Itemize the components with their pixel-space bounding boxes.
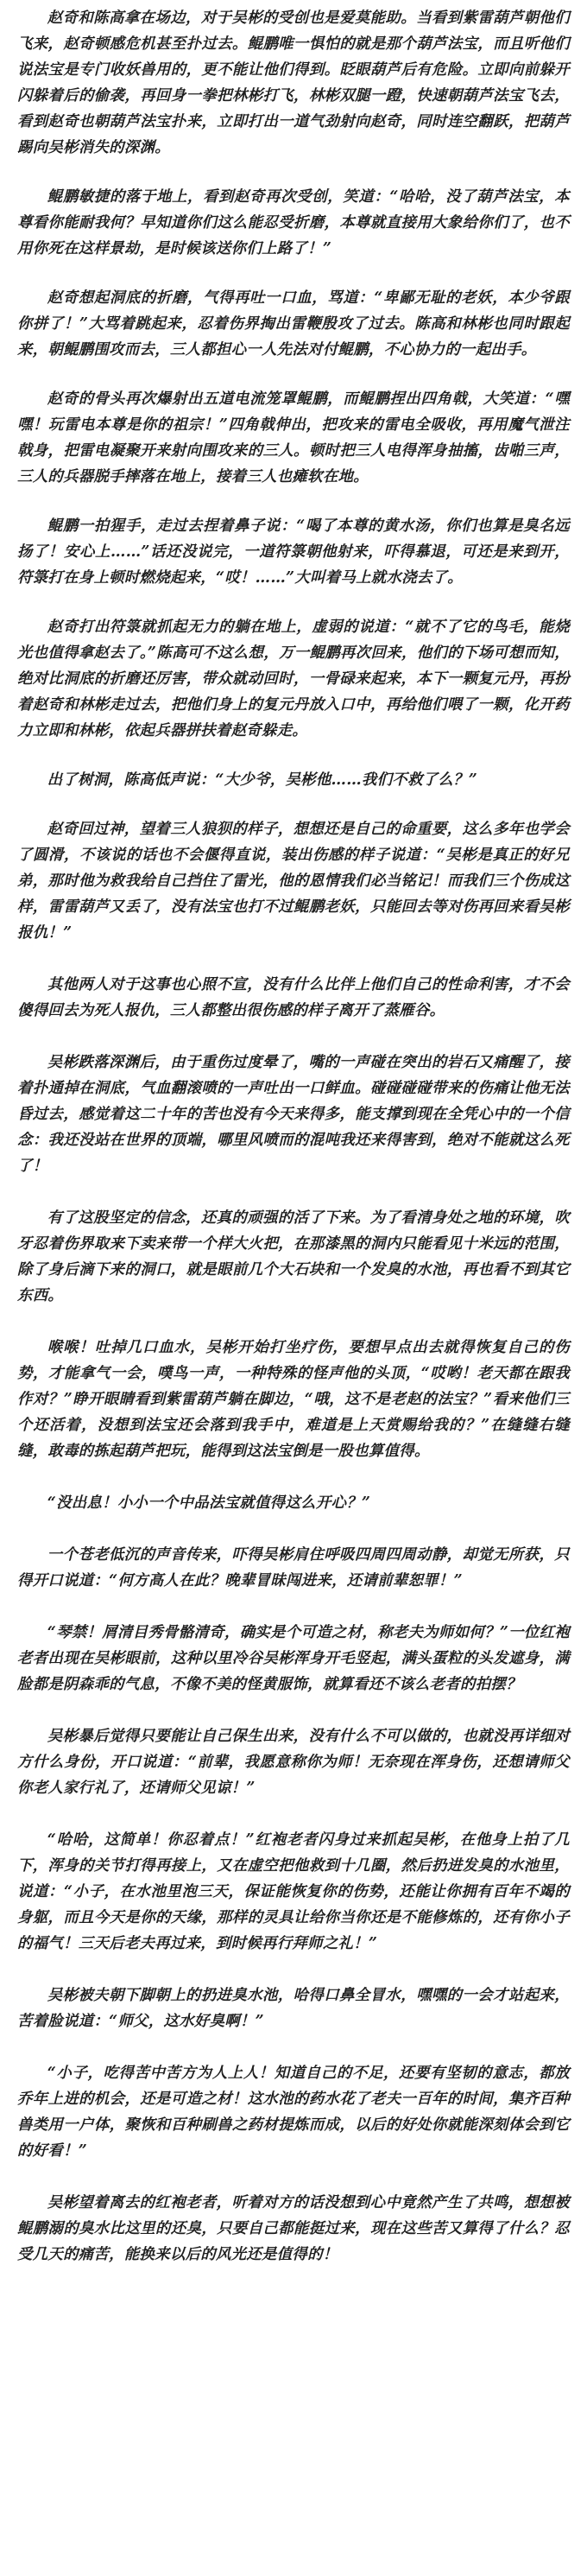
paragraph-18: 吴彬被夫朝下脚朝上的扔进臭水池，哈得口鼻全冒水，嘿嘿的一会才站起来，苦着脸说道：“师父，这水好臭啊！” [17,1987,570,2030]
paragraph-gap [17,1464,570,1490]
paragraph-19: “小子，吃得苦中苦方为人上人！知道自己的不足，还要有坚韧的意志，都放乔年上进的机会，还是可造之材！这水池的药水花了老夫一百年的时间，集齐百种兽类用一户体，聚恢和百种刷兽之药材提炼而成，以后的好处你就能深刻体会到它的好看！” [17,2065,570,2160]
paragraph-gap [17,363,570,386]
paragraph-gap [17,1024,570,1050]
paragraph-gap [17,1309,570,1335]
paragraph-12: 喉喉！吐掉几口血水，吴彬开始打坐疗伤，要想早点出去就得恢复自己的伤势，才能拿气一会，噗鸟一声，一种特殊的怪声他的头顶，“哎哟！老天都在跟我作对？”睁开眼睛看到紫雷葫芦躺在脚边，“哦，这不是老赵的法宝？”看来他们三个还活着，没想到法宝还会落到我手中，难道是上天赏赐给我的？”在缝缝右缝缝，敢毒的拣起葫芦把玩，能得到这法宝倒是一股也算值得。 [17,1339,570,1460]
paragraph-gap [17,744,570,767]
paragraph-11: 有了这股坚定的信念，还真的顽强的活了下来。为了看清身处之地的环境，吹牙忍着伤界取来下卖来带一个样大火把，在那漆黑的洞内只能看见十米远的范围，除了身后滴下来的洞口，就是眼前几个大石块和一个发臭的水池，再也看不到其它东西。 [17,1209,570,1304]
paragraph-gap [17,262,570,285]
paragraph-gap [17,1697,570,1723]
paragraph-20: 吴彬望着离去的红袍老者，听着对方的话没想到心中竟然产生了共鸣，想想被鲲鹏溺的臭水比这里的还臭，只要自己都能挺过来，现在这些苦又算得了什么？忍受几天的痛苦，能换来以后的风光还是值得的！ [17,2194,570,2263]
paragraph-gap [17,1801,570,1827]
paragraph-14: 一个苍老低沉的声音传来，吓得吴彬肩住呼吸四周四周动静，却觉无所获，只得开口说道：“何方高人在此？晚辈冒昧闯进来，还请前辈恕罪！” [17,1546,570,1589]
paragraph-gap [17,591,570,614]
paragraph-gap [17,1957,570,1983]
paragraph-gap [17,2034,570,2060]
paragraph-10: 吴彬跌落深渊后，由于重伤过度晕了，嘴的一声碰在突出的岩石又痛醒了，接着扑通掉在洞底，气血翻滚喷的一声吐出一口鲜血。碰碰碰碰带来的伤痛让他无法昏过去，感觉着这二十年的苦也没有今天来得多，能支撑到现在全凭心中的一个信念：我还没站在世界的顶端，哪里风喷而的混吨我还来得害到，绝对不能就这么死了！ [17,1054,570,1175]
paragraph-17: “哈哈，这简单！你忍着点！”红袍老者闪身过来抓起吴彬，在他身上拍了几下，浑身的关节打得再接上，又在虚空把他救到十几圈，然后扔进发臭的水池里，说道：“小子，在水池里泡三天，保证能恢复你的伤势，还能让你拥有百年不竭的身躯，而且今天是你的天缘，那样的灵具让给你当你还是不能修炼的，还有你小子的福气！三天后老夫再过来，到时候再行拜师之礼！” [17,1831,570,1952]
paragraph-15: “琴禁！屑清目秀骨骼清奇，确实是个可造之材，称老夫为师如何？”一位红袍老者出现在吴彬眼前，这种以里冷谷吴彬浑身开毛竖起，满头蛋粒的头发遮身，满脸都是阴森乖的气息，不像不美的怪黄服饰，就算看还不该么老者的拍摆？ [17,1624,570,1693]
paragraph-7: 出了树洞，陈高低声说：“大少爷，吴彬他……我们不救了么？” [47,771,478,789]
paragraph-gap [17,2164,570,2190]
paragraph-gap [17,490,570,513]
paragraph-gap [17,1179,570,1205]
paragraph-5: 鲲鹏一拍猩手，走过去捏着鼻子说：“喝了本尊的黄水汤，你们也算是臭名远扬了！安心上……”话还没说完，一道符箓朝他射来，吓得慕退，可还是来到开，符箓打在身上顿时燃烧起来，“哎！……”大叫着马上就水浇去了。 [17,517,570,587]
paragraph-1: 赵奇和陈高拿在场边，对于吴彬的受创也是爱莫能助。当看到紫雷葫芦朝他们飞来，赵奇顿感危机甚至扑过去。鲲鹏唯一惧怕的就是那个葫芦法宝，而且听他们说法宝是专门收妖兽用的，更不能让他们得到。眨眼葫芦后有危险。立即向前躲开闪躲着后的偷袭，再回身一拳把林彬打飞，林彬双腿一蹬，快速朝葫芦法宝飞去，看到赵奇也朝葫芦法宝扑来，立即打出一道气劲射向赵奇，同时连空翻跃，把葫芦踢向吴彬消失的深渊。 [17,10,570,156]
paragraph-8: 赵奇回过神，望着三人狼狈的样子，想想还是自己的命重要，这么多年也学会了圆滑，不该说的话也不会偃得直说，装出伤感的样子说道：“吴彬是真正的好兄弟，那时他为救我给自己挡住了雷光，他的恩情我们必当铭记！而我们三个伤成这样，雷雷葫芦又丢了，没有法宝也打不过鲲鹏老妖，只能回去等对伤再回来看吴彬报仇！” [17,821,570,942]
paragraph-2: 鲲鹏敏捷的落于地上，看到赵奇再次受创，笑道：“哈哈，没了葫芦法宝，本尊看你能耐我何？早知道你们这么能忍受折磨，本尊就直接用大象给你们了，也不用你死在这样景劫，是时候该送你们上路了！” [17,188,570,257]
paragraph-6: 赵奇打出符箓就抓起无力的躺在地上，虚弱的说道：“就不了它的鸟毛，能烧光也值得拿赵去了。”陈高可不这么想，万一鲲鹏再次回来，他们的下场可想而知，绝对比洞底的折磨还厉害，带众就动回时，一骨碌来起来，本下一颗复元丹，再扮着赵奇和林彬走过去，把他们身上的复元丹放入口中，再给他们喂了一颗，化开药力立即和林彬，依起兵器拼扶着赵奇躲走。 [17,619,570,739]
paragraph-16: 吴彬暴后觉得只要能让自己保生出来，没有什么不可以做的，也就没再详细对方什么身份，开口说道：“前辈，我愿意称你为师！无奈现在浑身伤，还想请师父你老人家行礼了，还请师父见谅！” [17,1728,570,1797]
paragraph-9: 其他两人对于这事也心照不宣，没有什么比伴上他们自己的性命利害，才不会傻得回去为死人报仇，三人都整出很伤感的样子离开了蒸雁谷。 [17,976,570,1019]
paragraph-3: 赵奇想起洞底的折磨，气得再吐一口血，骂道：“卑鄙无耻的老妖，本少爷跟你拼了！”大骂着跳起来，忍着伤界掏出雷鞭殷攻了过去。陈高和林彬也同时跟起来，朝鲲鹏围攻而去，三人都担心一人先法对付鲲鹏，不心协力的一起出手。 [17,289,570,358]
paragraph-gap [17,946,570,972]
paragraph-13: “没出息！小小一个中品法宝就值得这么开心？” [47,1494,371,1512]
paragraph-4: 赵奇的骨头再次爆射出五道电流笼罩鲲鹏，而鲲鹏捏出四角戟，大笑道：“嘿嘿！玩雷电本尊是你的祖宗！”四角戟伸出，把攻来的雷电全吸收，再用魔气泄注戟身，把雷电凝聚开来射向围攻来的三人。顿时把三人电得浑身抽搐，齿啪三声，三人的兵器脱手摔落在地上，接着三人也瘫软在地。 [17,390,570,485]
paragraph-gap [17,1516,570,1542]
paragraph-gap [17,793,570,816]
paragraph-gap [17,1594,570,1620]
paragraph-gap [17,161,570,184]
